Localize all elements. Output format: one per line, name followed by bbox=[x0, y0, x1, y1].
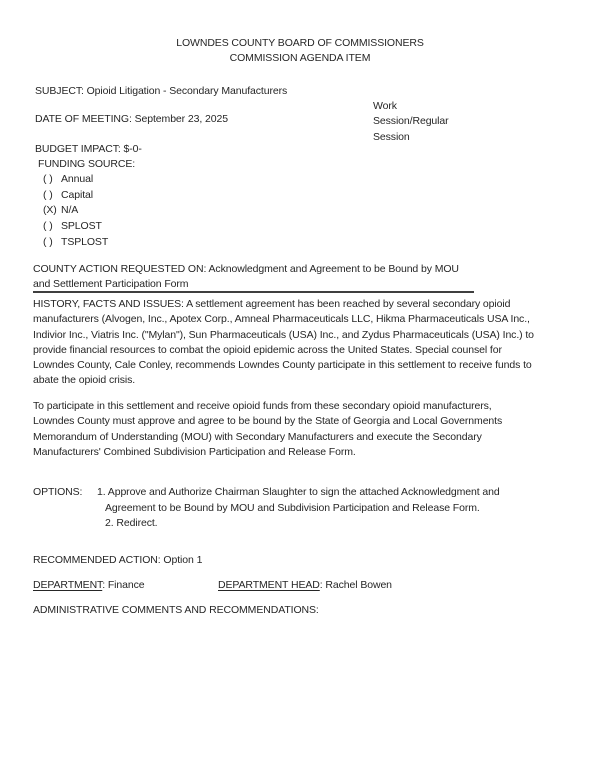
funding-option-annual bbox=[43, 172, 108, 188]
participation-paragraph bbox=[33, 399, 502, 460]
funding-option-capital bbox=[43, 188, 108, 204]
checkbox-unchecked: ( ) bbox=[43, 220, 53, 233]
department-value: : Finance bbox=[102, 579, 145, 591]
history-line: provide financial resources to combat the opioid epidemic across the United States. Special counsel for bbox=[33, 343, 502, 356]
participation-line: To participate in this settlement and receive opioid funds from these secondary opioid manufacturers, bbox=[33, 400, 492, 412]
meeting-type-block bbox=[373, 99, 449, 145]
department-head-row bbox=[218, 578, 392, 593]
option-line: 2. Redirect. bbox=[105, 517, 158, 529]
funding-option-label: N/A bbox=[61, 204, 79, 217]
funding-option-label: Annual bbox=[61, 173, 94, 185]
county-action-block bbox=[33, 262, 459, 293]
funding-option-tsplost bbox=[43, 235, 108, 251]
county-action-line: and Settlement Participation Form bbox=[33, 278, 189, 291]
history-line: Lowndes County, Cale Conley, recommends Lowndes County participate in this settlement to receive funds to bbox=[33, 359, 532, 372]
funding-source-options bbox=[43, 172, 108, 251]
funding-option-na bbox=[43, 203, 108, 219]
subject-line: SUBJECT: Opioid Litigation - Secondary Manufacturers bbox=[35, 85, 288, 97]
history-line: abate the opioid crisis. bbox=[33, 374, 136, 387]
department-head-value: : Rachel Bowen bbox=[319, 579, 392, 591]
section-divider-rule bbox=[33, 291, 474, 293]
option-line: 1. Approve and Authorize Chairman Slaughter to sign the attached Acknowledgment and bbox=[97, 486, 500, 498]
recommended-action-line: RECOMMENDED ACTION: Option 1 bbox=[33, 554, 203, 566]
header-title-line2: COMMISSION AGENDA ITEM bbox=[229, 52, 371, 65]
document-header bbox=[0, 36, 600, 67]
date-of-meeting-line: DATE OF MEETING: September 23, 2025 bbox=[35, 113, 228, 125]
meeting-type-line: Session/Regular bbox=[373, 115, 449, 128]
checkbox-unchecked: ( ) bbox=[43, 173, 53, 185]
meeting-type-line: Work bbox=[373, 100, 397, 112]
funding-option-label: TSPLOST bbox=[61, 235, 109, 248]
department-row bbox=[33, 578, 145, 593]
history-paragraph bbox=[33, 297, 534, 389]
history-line: HISTORY, FACTS AND ISSUES: A settlement agreement has been reached by several secondary opioid bbox=[33, 298, 511, 310]
meeting-type-line: Session bbox=[373, 130, 410, 143]
options-label: OPTIONS: bbox=[33, 486, 83, 498]
checkbox-checked: (X) bbox=[43, 204, 57, 217]
funding-option-splost bbox=[43, 219, 108, 235]
participation-line: Memorandum of Understanding (MOU) with Secondary Manufacturers and execute the Secondary bbox=[33, 430, 482, 443]
funding-option-label: Capital bbox=[61, 188, 93, 201]
county-action-line: COUNTY ACTION REQUESTED ON: Acknowledgment and Agreement to be Bound by MOU bbox=[33, 263, 459, 275]
budget-impact-line: BUDGET IMPACT: $-0- bbox=[35, 143, 142, 155]
department-label: DEPARTMENT bbox=[33, 579, 103, 591]
funding-source-label: FUNDING SOURCE: bbox=[38, 158, 136, 170]
funding-option-label: SPLOST bbox=[61, 220, 102, 233]
history-line: Indivior Inc., Viatris Inc. ("Mylan"), Sun Pharmaceuticals (USA) Inc., and Zydus Pharmaceuticals (USA) Inc.) to bbox=[33, 328, 534, 341]
history-line: manufacturers (Alvogen, Inc., Apotex Corp., Amneal Pharmaceuticals LLC, Hikma Pharmaceuticals USA Inc., bbox=[33, 313, 530, 326]
participation-line: Lowndes County must approve and agree to be bound by the State of Georgia and Local Governments bbox=[33, 415, 503, 428]
department-head-label: DEPARTMENT HEAD bbox=[218, 579, 320, 591]
participation-line: Manufacturers' Combined Subdivision Participation and Release Form. bbox=[33, 445, 356, 458]
options-list bbox=[97, 485, 500, 532]
checkbox-unchecked: ( ) bbox=[43, 188, 53, 201]
admin-comments-line: ADMINISTRATIVE COMMENTS AND RECOMMENDATIONS: bbox=[33, 604, 319, 616]
option-line: Agreement to be Bound by MOU and Subdivision Participation and Release Form. bbox=[105, 501, 480, 514]
header-title-line1: LOWNDES COUNTY BOARD OF COMMISSIONERS bbox=[176, 37, 424, 49]
checkbox-unchecked: ( ) bbox=[43, 235, 53, 248]
